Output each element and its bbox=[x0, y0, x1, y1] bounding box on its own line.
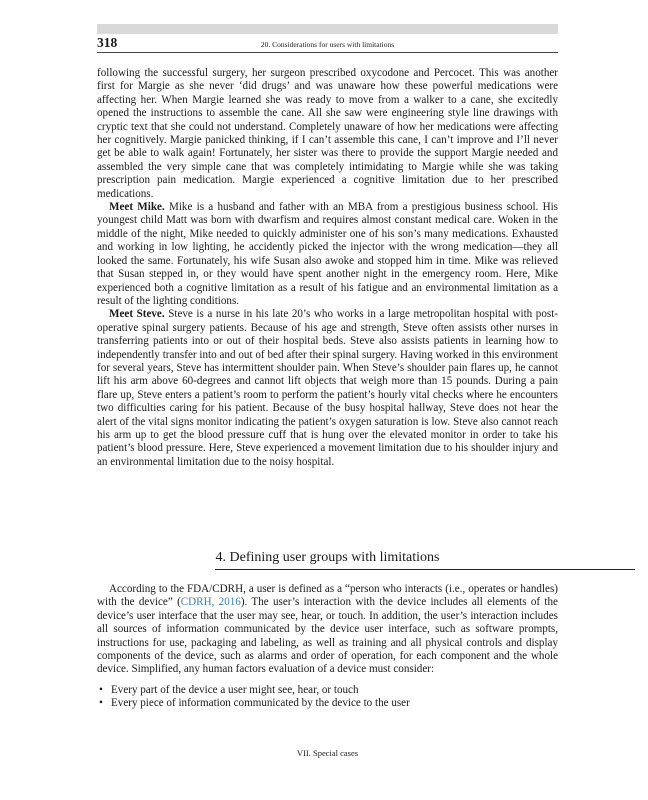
list-item bbox=[97, 684, 558, 697]
chapter-title: 20. Considerations for users with limitations bbox=[260, 40, 395, 49]
page-footer: VII. Special cases bbox=[296, 748, 359, 758]
paragraph-mike bbox=[97, 201, 558, 308]
section-heading: 4. Defining user groups with limitations bbox=[215, 550, 440, 565]
section-heading-block bbox=[97, 550, 558, 572]
list-item bbox=[97, 697, 558, 710]
list-item-text: Every piece of information communicated by the device to the user bbox=[111, 697, 410, 710]
bullet-icon: • bbox=[99, 697, 103, 710]
header-bar bbox=[97, 24, 558, 34]
paragraph-margie: following the successful surgery, her surgeon prescribed oxycodone and Percocet. This was another first for Margie as she never ‘did drugs’ and was unaware how these powerful medications were affecting her. When Margie learned she was ready to move from a walker to a cane, she excitedly opened the instructions to assemble the cane. All she saw were engineering style line drawings with cryptic text that she could not understand. Completely unaware of how her medications were affecting her cognitively. Margie panicked thinking, if I can’t assemble this cane, I can’t improve and I’ll never get be able to walk again! Fortunately, her sister was there to provide the support Margie needed and assembled the very simple cane that was completely intimidating to Margie while she was taking prescription pain medication. Margie experienced a cognitive limitation due to her prescribed medications. bbox=[97, 67, 558, 200]
page-number: 318 bbox=[97, 35, 118, 50]
list-item-text: Every part of the device a user might see, hear, or touch bbox=[111, 683, 359, 696]
steve-text: Steve is a nurse in his late 20’s who works in a large metropolitan hospital with post-operative spinal surgery patients. Because of his age and strength, Steve often assists other nurses in transferring patients into or out of their hospital beds. Steve also assists patients in learning how to independently transfer into and out of bed after their spinal surgery. Having worked in this environment for several years, Steve has intermittent shoulder pain. When Steve’s shoulder pain flares up, he cannot lift his arm above 60-degrees and cannot lift objects that weigh more than 15 pounds. During a pain flare up, Steve enters a patient’s room to perform the patient’s hourly vital checks where he encounters two difficulties caring for his patient. Because of the busy hospital hallway, Steve does not hear the alert of the vital signs monitor indicating the patient’s oxygen saturation is low. Steve also cannot reach his arm up to get the blood pressure cuff that is hung over the elevated monitor in order to take his patient’s blood pressure. Here, Steve experienced a movement limitation due to his shoulder injury and an environmental limitation due to the noisy hospital. bbox=[97, 308, 558, 468]
consider-list bbox=[97, 684, 558, 711]
paragraph-intro bbox=[97, 583, 558, 677]
citation-link[interactable]: CDRH, 2016 bbox=[180, 596, 241, 609]
intro-before-link: According to the FDA/CDRH, a user is defined as a “person who interacts (i.e., operates or handles) with the device” ( bbox=[97, 583, 558, 609]
bullet-icon: • bbox=[99, 683, 103, 696]
body-text-top bbox=[97, 67, 558, 469]
body-text-section bbox=[97, 583, 558, 711]
paragraph-steve bbox=[97, 308, 558, 469]
section-rule bbox=[215, 569, 635, 570]
running-head bbox=[97, 36, 558, 53]
steve-lead: Meet Steve. bbox=[109, 308, 165, 321]
mike-text: Mike is a husband and father with an MBA from a prestigious business school. His youngest child Matt was born with dwarfism and requires almost constant medical care. Woken in the middle of the night, Mike needed to quickly administer one of his son’s many medications. Exhausted and working in low lighting, he accidently picked the injector with the wrong medication—they all looked the same. Fortunately, his wife Susan also awoke and stopped him in time. Mike was relieved that Susan stepped in, or they would have spent another night in the emergency room. Here, Mike experienced both a cognitive limitation as a result of his fatigue and an environmental limitation as a result of the lighting conditions. bbox=[97, 201, 558, 307]
mike-lead: Meet Mike. bbox=[109, 201, 165, 214]
intro-after-link: ). The user’s interaction with the device includes all elements of the device’s user interface that the user may see, hear, or touch. In addition, the user’s interaction includes all sources of information communicated by the device user interface, such as software prompts, instructions for use, packaging and labeling, as well as training and all physical controls and display components of the device, such as alarms and order of operation, for each component and the whole device. Simplified, any human factors evaluation of a device must consider: bbox=[97, 596, 558, 676]
